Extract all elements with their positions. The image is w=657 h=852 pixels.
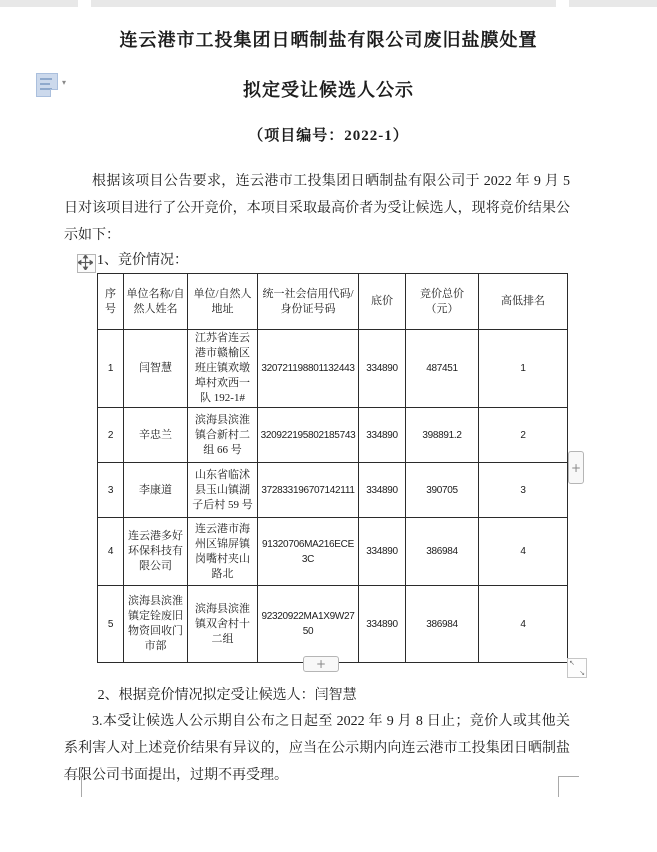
page-title: 连云港市工投集团日晒制盐有限公司废旧盐膜处置	[119, 30, 538, 50]
header-seq: 序号	[98, 274, 124, 330]
cell-name: 闫智慧	[124, 330, 188, 408]
arrow-nw-icon: ↖	[569, 659, 575, 667]
table-row	[98, 518, 568, 586]
cell-rank: 4	[479, 586, 568, 663]
table-move-handle[interactable]	[77, 254, 96, 273]
text-boundary-corner-left	[64, 776, 82, 797]
text-boundary-corner-right	[558, 776, 579, 797]
margin-notch-left	[78, 0, 91, 7]
cell-credit-code: 92320922MA1X9W2750	[258, 586, 359, 663]
header-total-bid: 竞价总价（元）	[406, 274, 479, 330]
cell-rank: 2	[479, 408, 568, 463]
table-row	[98, 330, 568, 408]
cell-seq: 4	[98, 518, 124, 586]
cell-total-bid: 390705	[406, 463, 479, 518]
cell-base-price: 334890	[359, 330, 406, 408]
cell-seq: 2	[98, 408, 124, 463]
plus-icon: +	[315, 657, 327, 671]
cell-credit-code: 320922195802185743	[258, 408, 359, 463]
cell-address: 连云港市海州区锦屏镇岗嘴村夹山路北	[188, 518, 258, 586]
margin-notch-right	[556, 0, 569, 7]
table-resize-handle[interactable]	[567, 658, 587, 678]
cell-name: 辛忠兰	[124, 408, 188, 463]
intro-paragraph: 根据该项目公告要求，连云港市工投集团日晒制盐有限公司于 2022 年 9 月 5 日对该项目进行了公开竞价，本项目采取最高价者为受让候选人，现将竞价结果公示如下：	[64, 174, 570, 243]
table-header-row	[98, 274, 568, 330]
table-row	[98, 586, 568, 663]
section-1-label: 1、竞价情况：	[97, 253, 188, 268]
cell-total-bid: 386984	[406, 586, 479, 663]
plus-icon: +	[570, 460, 582, 475]
header-credit-code: 统一社会信用代码/身份证号码	[258, 274, 359, 330]
bid-results-table	[97, 273, 568, 663]
cell-base-price: 334890	[359, 408, 406, 463]
table-row	[98, 463, 568, 518]
cell-base-price: 334890	[359, 586, 406, 663]
cell-seq: 5	[98, 586, 124, 663]
cell-base-price: 334890	[359, 463, 406, 518]
insert-column-button[interactable]	[568, 451, 584, 484]
project-number: （项目编号：2022-1）	[248, 128, 409, 144]
chevron-down-icon: ▾	[62, 78, 67, 87]
header-address: 单位/自然人地址	[188, 274, 258, 330]
cell-rank: 4	[479, 518, 568, 586]
header-rank: 高低排名	[479, 274, 568, 330]
cell-total-bid: 398891.2	[406, 408, 479, 463]
move-arrows-icon	[78, 255, 93, 270]
cell-rank: 3	[479, 463, 568, 518]
cell-name: 李康道	[124, 463, 188, 518]
cell-total-bid: 487451	[406, 330, 479, 408]
page-subtitle: 拟定受让候选人公示	[243, 80, 414, 100]
cell-name: 连云港多好环保科技有限公司	[124, 518, 188, 586]
cell-credit-code: 320721198801132443	[258, 330, 359, 408]
cell-base-price: 334890	[359, 518, 406, 586]
cell-credit-code: 91320706MA216ECE3C	[258, 518, 359, 586]
cell-address: 滨海县滨淮镇合新村二组 66 号	[188, 408, 258, 463]
cell-credit-code: 372833196707142111	[258, 463, 359, 518]
arrow-se-icon: ↘	[579, 669, 585, 677]
header-name: 单位名称/自然人姓名	[124, 274, 188, 330]
collapsed-header-strip	[0, 0, 657, 7]
cell-seq: 3	[98, 463, 124, 518]
cell-address: 江苏省连云港市赣榆区班庄镇欢墩埠村欢西一队 192-1#	[188, 330, 258, 408]
cell-name: 滨海县滨淮镇定铨废旧物资回收门市部	[124, 586, 188, 663]
cell-address: 山东省临沭县玉山镇湖子后村 59 号	[188, 463, 258, 518]
notice-paragraph: 3.本受让候选人公示期自公布之日起至 2022 年 9 月 8 日止；竞价人或其他关系利害人对上述竞价结果有异议的，应当在公示期内向连云港市工投集团日晒制盐有限公司书面提出，过期不再受理。	[64, 714, 570, 783]
cell-address: 滨海县滨淮镇双舍村十二组	[188, 586, 258, 663]
header-base-price: 底价	[359, 274, 406, 330]
cell-total-bid: 386984	[406, 518, 479, 586]
insert-row-button[interactable]	[303, 656, 339, 672]
candidate-paragraph: 2、根据竞价情况拟定受让候选人：闫智慧	[97, 688, 357, 703]
cell-rank: 1	[479, 330, 568, 408]
table-row	[98, 408, 568, 463]
cell-seq: 1	[98, 330, 124, 408]
